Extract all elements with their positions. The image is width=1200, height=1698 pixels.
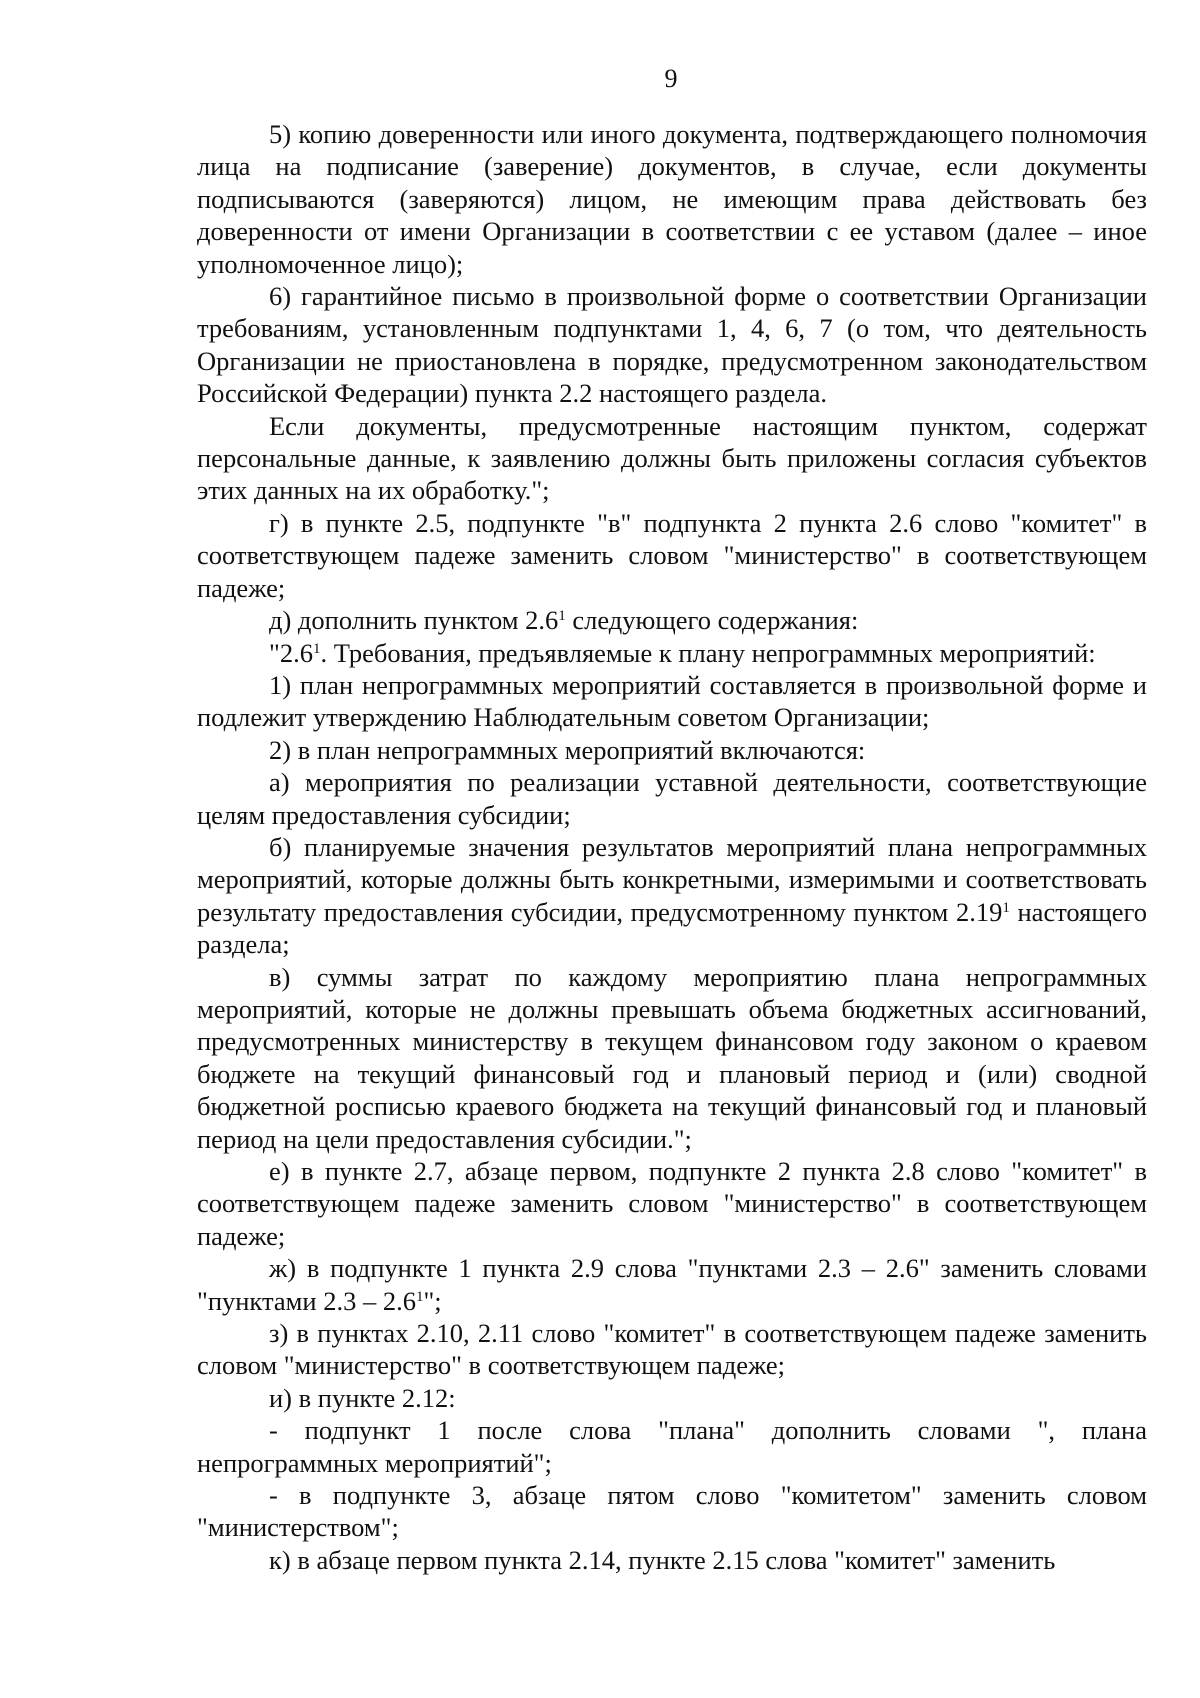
paragraph: Если документы, предусмотренные настоящим пунктом, содержат персональные данные, к заявлению должны быть приложены согласия субъектов этих данных на их обработку."; — [197, 410, 1147, 506]
paragraph: 1) план непрограммных мероприятий составляется в произвольной форме и подлежит утверждению Наблюдательным советом Организации; — [197, 669, 1147, 733]
paragraph: 6) гарантийное письмо в произвольной форме о соответствии Организации требованиям, установленным подпунктами 1, 4, 6, 7 (о том, что деятельность Организации не приостановлена в порядке, предусмотренном законодательством Российской Федерации) пункта 2.2 настоящего раздела. — [197, 281, 1147, 409]
paragraph: и) в пункте 2.12: — [269, 1382, 456, 1413]
paragraph: з) в пунктах 2.10, 2.11 слово "комитет" в соответствующем падеже заменить словом "министерство" в соответствующем падеже; — [197, 1318, 1147, 1381]
paragraph: д) дополнить пунктом $2.6^1$ следующего содержания: — [269, 605, 859, 636]
document-body — [197, 118, 1147, 1576]
superscript-index: 1 — [312, 640, 321, 657]
superscript-index: 1 — [1002, 899, 1010, 916]
paragraph: 5) копию доверенности или иного документа, подтверждающего полномочия лица на подписание (заверение) документов, в случае, если документы подписываются (заверяются) лицом, не имеющим права действовать без доверенности от имени Организации в соответствии с ее уставом (далее – иное уполномоченное лицо); — [197, 119, 1147, 279]
paragraph: б) планируемые значения результатов мероприятий плана непрограммных мероприятий, которые должны быть конкретными, измеримыми и соответствовать результату предоставления субсидии, предусмотренному пунктом 2.19$^1$ настоящего раздела; — [197, 831, 1147, 960]
superscript-index: 1 — [415, 1288, 424, 1305]
superscript-index: 1 — [558, 608, 566, 625]
paragraph: "$2.6^1$. Требования, предъявляемые к плану непрограммных мероприятий: — [269, 637, 1096, 668]
paragraph: 2) в план непрограммных мероприятий включаются: — [269, 734, 866, 765]
paragraph: е) в пункте 2.7, абзаце первом, подпункте 2 пункта 2.8 слово "комитет" в соответствующем падеже заменить словом "министерство" в соответствующем падеже; — [197, 1156, 1147, 1251]
paragraph: - в подпункте 3, абзаце пятом слово "комитетом" заменить словом "министерством"; — [197, 1480, 1147, 1543]
paragraph: - подпункт 1 после слова "плана" дополнить словами ", плана непрограммных мероприятий"; — [197, 1415, 1147, 1478]
page-number: 9 — [664, 64, 678, 93]
paragraph: в) суммы затрат по каждому мероприятию плана непрограммных мероприятий, которые не должны превышать объема бюджетных ассигнований, предусмотренных министерству в текущем финансовом году законом о краевом бюджете на текущий финансовый год и плановый период и (или) сводной бюджетной росписью краевого бюджета на текущий финансовый год и плановый период на цели предоставления субсидии."; — [197, 961, 1147, 1154]
paragraph: к) в абзаце первом пункта 2.14, пункте 2.15 слова "комитет" заменить — [269, 1544, 1056, 1575]
paragraph: ж) в подпункте 1 пункта 2.9 слова "пунктами 2.3 – 2.6" заменить словами "пунктами $2.3 - 2.6^1$"; — [197, 1253, 1147, 1316]
paragraph: г) в пункте 2.5, подпункте "в" подпункта 2 пункта 2.6 слово "комитет" в соответствующем падеже заменить словом "министерство" в соответствующем падеже; — [197, 507, 1147, 603]
paragraph: а) мероприятия по реализации уставной деятельности, соответствующие целям предоставления субсидии; — [197, 767, 1147, 830]
